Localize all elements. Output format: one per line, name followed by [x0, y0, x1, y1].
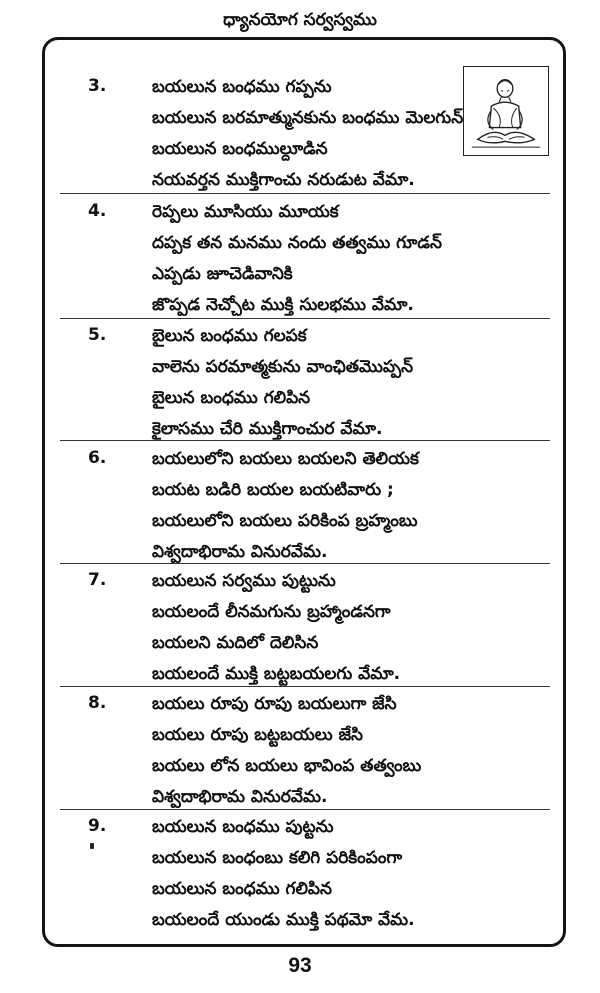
page-number: 93: [288, 954, 312, 977]
verse-line: బయలు రూపు బట్టబయలు జేసి: [152, 725, 363, 745]
verse-line: జొప్పడ నెచ్చోట ముక్తి సులభము వేమా.: [152, 295, 414, 315]
verse-line: బయలని మదిలో దెలిసిన: [152, 633, 319, 653]
verse-line: బయలున బంధముల్దూడిన: [152, 139, 328, 159]
verse-line: విశ్వదాభిరామ వినురవేమ.: [152, 542, 328, 562]
verse-line: బయలున బరమాత్మునకును బంధము మెలగున్: [152, 108, 464, 128]
verse-line: విశ్వదాభిరామ వినురవేమ.: [152, 787, 328, 807]
verse-line: బయలున బంధంబు కలిగి పరికింపంగా: [152, 848, 403, 868]
ink-speck: [90, 843, 94, 849]
verse-line: బయలులోని బయలు బయలని తెలియక: [152, 449, 419, 469]
verse-line: ఎప్పడు జూచెడివానికి: [152, 264, 293, 284]
verse-line: బయలున బంధము గప్పను: [152, 77, 332, 97]
verse-line: వాలెను పరమాత్మకును వాంఛితమొప్పన్: [152, 357, 414, 377]
verse-number: 9.: [88, 816, 107, 836]
verse-number: 8.: [88, 693, 107, 713]
verse-divider: [60, 193, 550, 194]
verse-divider: [60, 563, 550, 564]
verse-divider: [60, 318, 550, 319]
verse-number: 7.: [88, 570, 107, 590]
verse-line: నయవర్తన ముక్తిగాంచు నరుడుట వేమా.: [152, 170, 415, 190]
verse-line: బయలు లోన బయలు భావింప తత్వంబు: [152, 756, 422, 776]
verse-divider: [60, 809, 550, 810]
verse-number: 5.: [88, 325, 107, 345]
verse-line: బైలున బంధము గలిపిన: [152, 388, 311, 408]
verse-line: బయలందే లీనమగును బ్రహ్మాండనగా: [152, 602, 391, 622]
verse-line: కైలాసము చేరి ముక్తిగాంచుర వేమా.: [152, 419, 383, 439]
verse-line: బయలున సర్వము పుట్టును: [152, 571, 336, 591]
page-header: ధ్యానయోగ సర్వస్వము: [223, 10, 377, 30]
verse-line: బయలున బంధము గలిపిన: [152, 879, 332, 899]
verse-line: బయలున బంధము పుట్టను: [152, 817, 334, 837]
verse-line: బైలున బంధము గలపక: [152, 326, 307, 346]
verse-line: బయట బడిరి బయల బయటివారు ;: [152, 480, 394, 500]
verse-divider: [60, 440, 550, 441]
verse-number: 3.: [88, 76, 107, 96]
verse-line: బయలందే యుండు ముక్తి పథమో వేమ.: [152, 910, 415, 930]
verse-line: బయలు రూపు రూపు బయలుగా జేసి: [152, 694, 397, 714]
verse-line: బయలందే ముక్తి బట్టబయలగు వేమా.: [152, 664, 401, 684]
verse-line: రెప్పలు మూసియు మూయక: [152, 202, 339, 222]
verse-number: 4.: [88, 201, 107, 221]
verse-line: దప్పక తన మనము నందు తత్వము గూడన్: [152, 233, 442, 253]
verse-line: బయలులోని బయలు పరికింప బ్రహ్మంబు: [152, 511, 418, 531]
verse-number: 6.: [88, 448, 107, 468]
verse-divider: [60, 686, 550, 687]
